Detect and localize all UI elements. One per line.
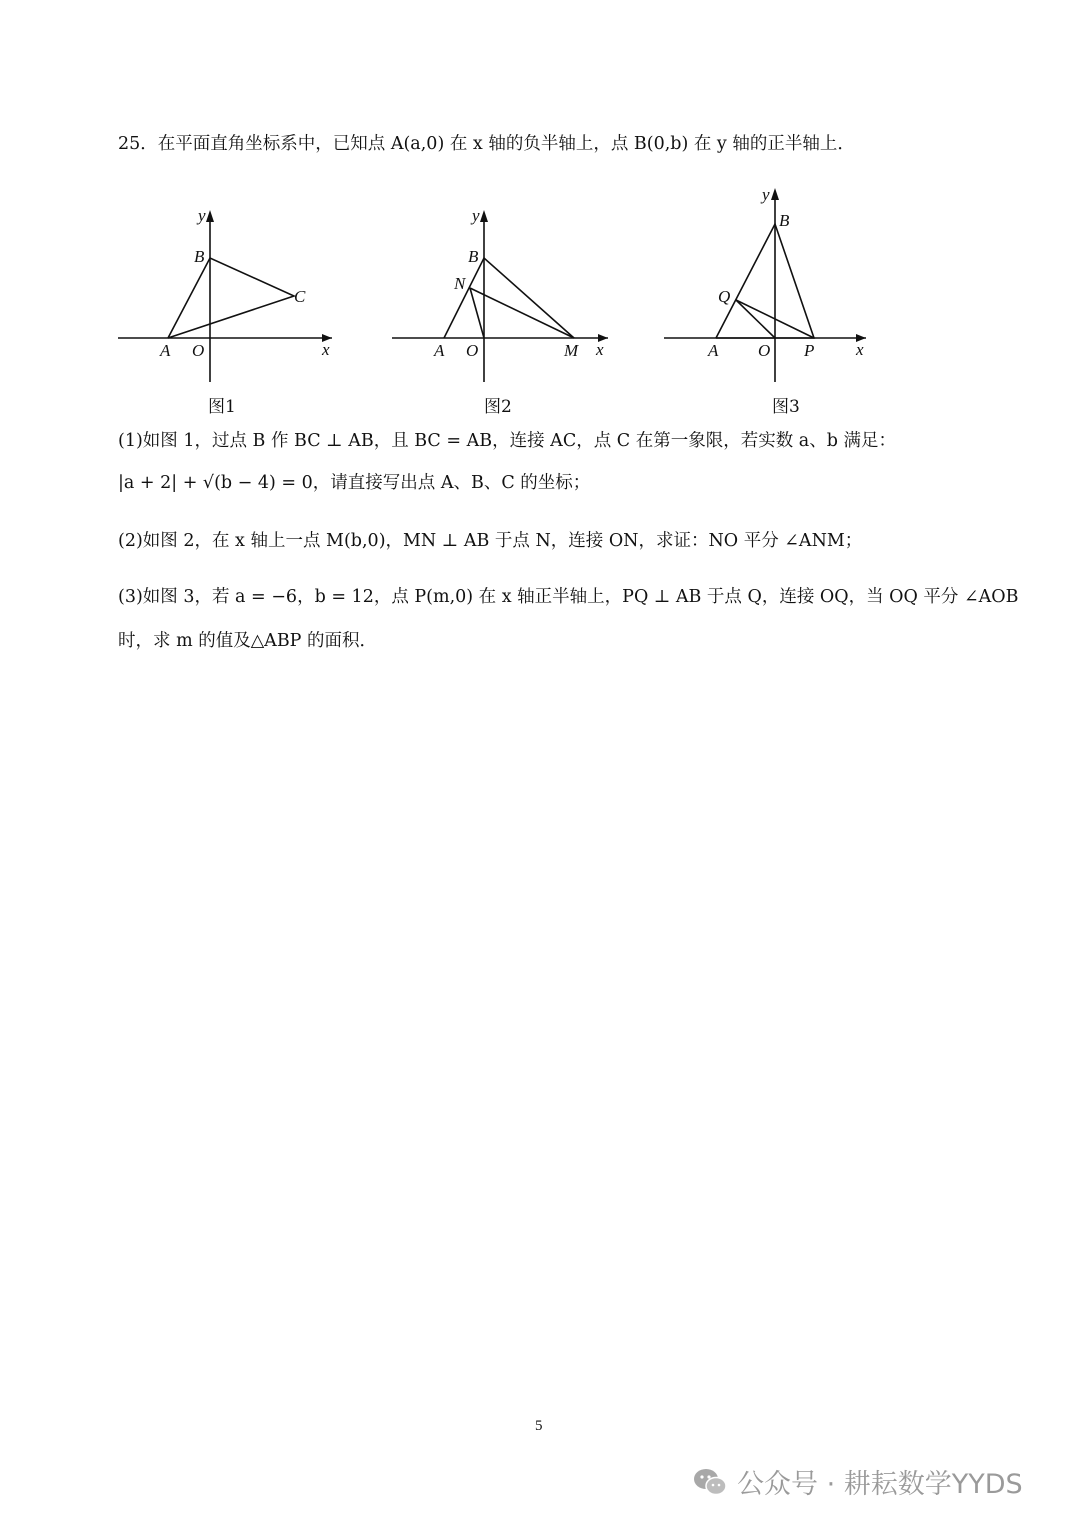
question-2: (2)如图 2，在 x 轴上一点 M(b,0)，MN ⊥ AB 于点 N，连接 ON，求证：NO 平分 ∠ANM； bbox=[118, 531, 863, 551]
figure-3-caption: 图3 bbox=[772, 397, 800, 417]
question-1-line-2: |a + 2| + √(b − 4) = 0，请直接写出点 A、B、C 的坐标； bbox=[118, 473, 591, 493]
fig3-label-Q: Q bbox=[718, 287, 731, 306]
question-3-line-2: 时，求 m 的值及△ABP 的面积． bbox=[118, 631, 378, 651]
fig3-label-O: O bbox=[758, 341, 771, 360]
question-1-line-1: (1)如图 1，过点 B 作 BC ⊥ AB，且 BC = AB，连接 AC，点 C 在第一象限，若实数 a、b 满足： bbox=[118, 431, 896, 451]
fig1-x-label: x bbox=[322, 340, 330, 359]
figure-1 bbox=[110, 180, 350, 417]
figure-3 bbox=[660, 180, 900, 417]
fig2-label-M: M bbox=[564, 341, 579, 360]
watermark-text: 公众号 · 耕耘数学YYDS bbox=[737, 1469, 1023, 1500]
fig2-label-B: B bbox=[468, 247, 479, 266]
fig2-label-O: O bbox=[466, 341, 479, 360]
fig3-label-B: B bbox=[779, 211, 790, 230]
figure-1-diagram bbox=[110, 180, 350, 390]
fig1-label-C: C bbox=[294, 287, 306, 306]
fig1-label-A: A bbox=[160, 341, 171, 360]
wechat-icon bbox=[693, 1467, 727, 1497]
fig3-y-label: y bbox=[762, 185, 770, 204]
figure-2-diagram bbox=[386, 180, 626, 390]
fig3-label-P: P bbox=[804, 341, 815, 360]
fig2-x-label: x bbox=[596, 340, 604, 359]
fig3-x-label: x bbox=[856, 340, 864, 359]
fig2-y-label: y bbox=[472, 206, 480, 225]
page-number: 5 bbox=[535, 1418, 543, 1434]
problem-intro-text: 在平面直角坐标系中，已知点 A(a,0) 在 x 轴的负半轴上，点 B(0,b) 在 y 轴的正半轴上． bbox=[157, 134, 855, 154]
watermark bbox=[693, 1462, 1023, 1501]
fig2-label-A: A bbox=[434, 341, 445, 360]
fig1-label-O: O bbox=[192, 341, 205, 360]
fig1-label-B: B bbox=[194, 247, 205, 266]
fig1-y-label: y bbox=[198, 206, 206, 225]
fig2-label-N: N bbox=[454, 274, 466, 293]
figure-2 bbox=[386, 180, 626, 417]
problem-intro bbox=[118, 133, 855, 156]
problem-number: 25． bbox=[118, 134, 158, 154]
question-3-line-1: (3)如图 3，若 a = −6，b = 12，点 P(m,0) 在 x 轴正半轴上，PQ ⊥ AB 于点 Q，连接 OQ，当 OQ 平分 ∠AOB bbox=[118, 587, 1019, 607]
figure-3-diagram bbox=[660, 180, 900, 390]
figure-1-caption: 图1 bbox=[208, 397, 236, 417]
fig3-label-A: A bbox=[708, 341, 719, 360]
figure-2-caption: 图2 bbox=[484, 397, 512, 417]
